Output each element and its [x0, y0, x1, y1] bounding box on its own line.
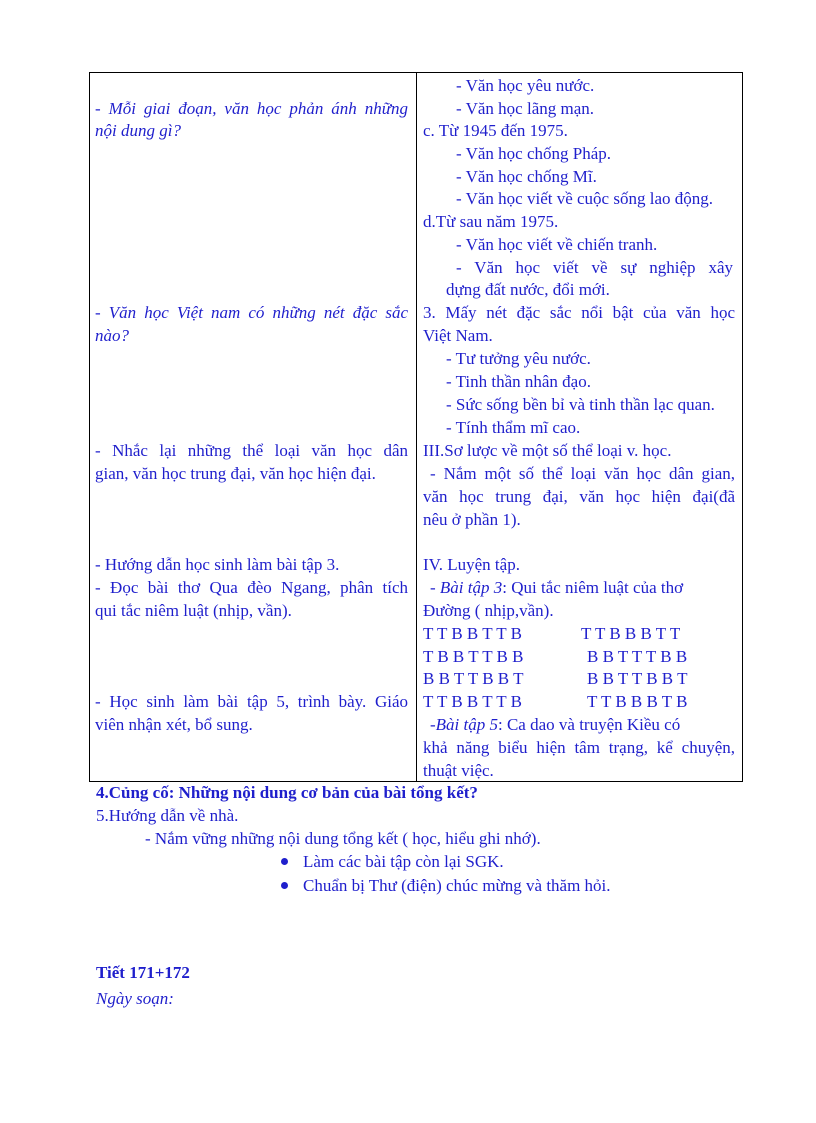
item-construction-cont: dựng đất nước, đổi mới.	[446, 280, 610, 299]
exercise-5-label: -Bài tập 5	[430, 715, 498, 734]
item-labor-life: - Văn học viết về cuộc sống lao động.	[456, 189, 713, 208]
item-patriotism: - Tư tưởng yêu nước.	[446, 349, 591, 368]
tone-row-1-right: T T B B B T T	[581, 624, 681, 643]
tone-row-1-left: T T B B T T B	[423, 624, 522, 643]
question-stage-content: - Mỗi giai đoạn, văn học phản ánh những	[95, 99, 408, 118]
question-stage-content-cont: nội dung gì?	[95, 121, 181, 140]
item-romantic-lit: - Văn học lãng mạn.	[456, 99, 595, 118]
date-label: Ngày soạn:	[96, 989, 174, 1008]
tone-row-3-right: B B T T B B T	[587, 669, 688, 688]
exercise-5-line	[430, 714, 680, 736]
heading-section-3-cont: Việt Nam.	[423, 326, 493, 345]
question-features-cont: nào?	[95, 326, 129, 345]
exercise-3-text: : Qui tắc niêm luật của thơ	[502, 578, 684, 597]
read-poem: - Đọc bài thơ Qua đèo Ngang, phân tích	[95, 578, 408, 597]
bullet-item-1: Làm các bài tập còn lại SGK.	[303, 852, 504, 871]
exercise-3-line	[430, 577, 683, 599]
exercise-5-text-2: khả năng biểu hiện tâm trạng, kể chuyện,	[423, 738, 735, 757]
guide-exercise-3: - Hướng dẫn học sinh làm bài tập 3.	[95, 555, 340, 574]
heading-section-3: 3. Mấy nét đặc sắc nổi bật của văn học	[423, 303, 735, 322]
homework-heading: 5.Hướng dẫn về nhà.	[96, 806, 239, 825]
column-divider	[416, 73, 417, 781]
student-exercise-5: - Học sinh làm bài tập 5, trình bày. Giáo	[95, 692, 408, 711]
lesson-table	[89, 72, 743, 782]
tone-row-2-left: T B B T T B B	[423, 647, 524, 666]
heading-after-1975: d.Từ sau năm 1975.	[423, 212, 559, 231]
homework-item: - Nắm vững những nội dung tổng kết ( học, hiểu ghi nhớ).	[145, 829, 541, 848]
heading-section-iv: IV. Luyện tập.	[423, 555, 520, 574]
bullet-dot-1	[281, 858, 288, 865]
question-genres: - Nhắc lại những thể loại văn học dân	[95, 441, 408, 460]
tone-row-2-right: B B T T T B B	[587, 647, 688, 666]
consolidation-heading: 4.Củng cố: Những nội dung cơ bản của bài tổng kết?	[96, 783, 478, 802]
tone-row-4-left: T T B B T T B	[423, 692, 522, 711]
exercise-3-text-2: Đường ( nhịp,vần).	[423, 601, 554, 620]
exercise-3-label: - Bài tập 3	[430, 578, 503, 597]
item-anti-french: - Văn học chống Pháp.	[456, 144, 612, 163]
section-iii-text-3: nêu ở phần 1).	[423, 510, 521, 529]
bullet-dot-2	[281, 882, 288, 889]
heading-1945-1975: c. Từ 1945 đến 1975.	[423, 121, 568, 140]
read-poem-cont: qui tắc niêm luật (nhịp, vần).	[95, 601, 292, 620]
section-iii-text: - Nắm một số thể loại văn học dân gian,	[430, 464, 735, 483]
student-exercise-5-cont: viên nhận xét, bổ sung.	[95, 715, 253, 734]
tone-row-3-left: B B T T B B T	[423, 669, 524, 688]
exercise-5-text: : Ca dao và truyện Kiều có	[498, 715, 681, 734]
exercise-5-text-3: thuật việc.	[423, 761, 494, 780]
item-construction: - Văn học viết về sự nghiệp xây	[456, 258, 733, 277]
heading-section-iii: III.Sơ lược về một số thể loại v. học.	[423, 441, 672, 460]
item-anti-us: - Văn học chống Mĩ.	[456, 167, 597, 186]
item-humanism: - Tinh thần nhân đạo.	[446, 372, 591, 391]
question-features: - Văn học Việt nam có những nét đặc sắc	[95, 303, 408, 322]
lesson-number: Tiết 171+172	[96, 963, 190, 982]
item-vitality: - Sức sống bền bỉ và tinh thần lạc quan.	[446, 395, 715, 414]
item-war: - Văn học viết về chiến tranh.	[456, 235, 658, 254]
section-iii-text-2: văn học trung đại, văn học hiện đại(đã	[423, 487, 735, 506]
item-patriotic-lit: - Văn học yêu nước.	[456, 76, 595, 95]
tone-row-4-right: T T B B B T B	[587, 692, 688, 711]
question-genres-cont: gian, văn học trung đại, văn học hiện đại.	[95, 464, 376, 483]
bullet-item-2: Chuẩn bị Thư (điện) chúc mừng và thăm hỏi.	[303, 876, 611, 895]
item-aesthetics: - Tính thẩm mĩ cao.	[446, 418, 581, 437]
